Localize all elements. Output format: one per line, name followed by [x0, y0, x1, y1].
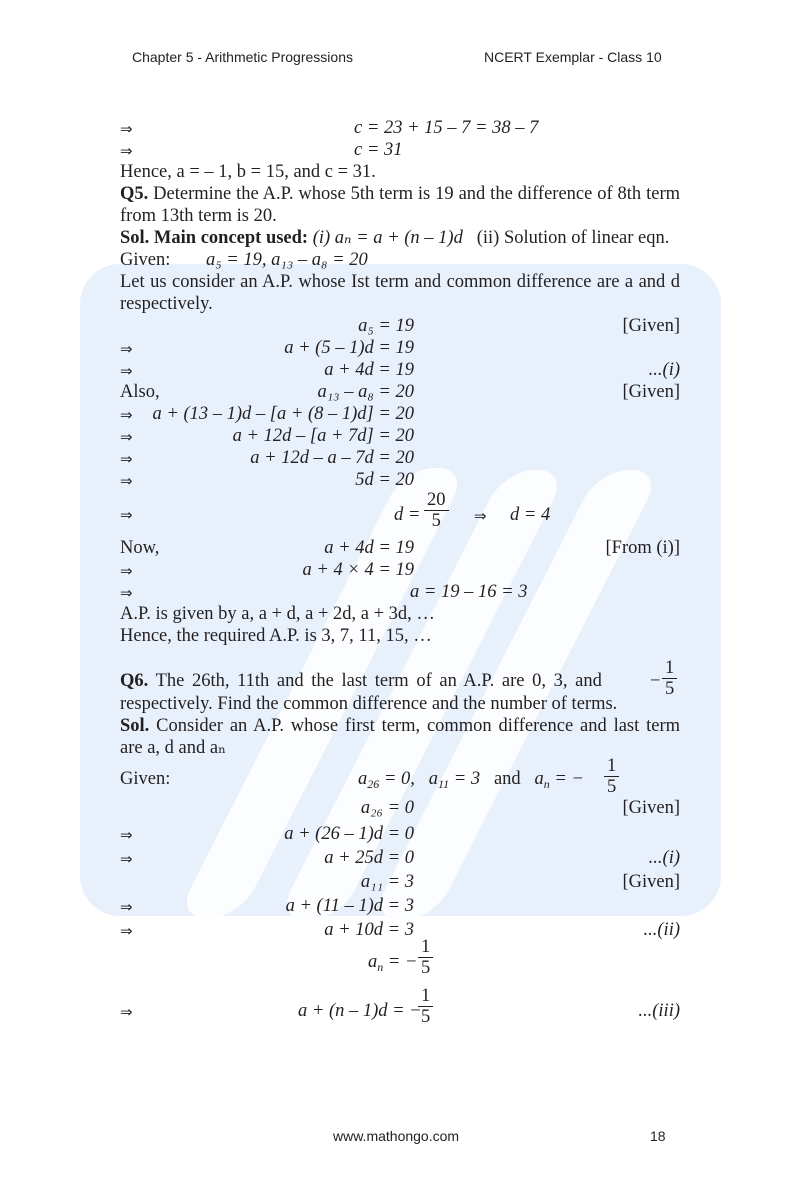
implies-icon: ⇒: [474, 507, 487, 525]
implies-icon: ⇒: [120, 922, 133, 940]
implies-icon: ⇒: [120, 506, 133, 524]
numerator: 1: [604, 756, 619, 777]
denominator: 5: [421, 958, 431, 978]
step-note: [From (i)]: [605, 538, 680, 558]
fraction: [424, 490, 449, 531]
math-step: [120, 381, 680, 403]
chapter-title: Chapter 5 - Arithmetic Progressions: [132, 49, 353, 65]
step-expr: $a_n$ = −: [368, 952, 418, 974]
step-expr: a₅ = 19: [358, 316, 414, 336]
numerator: 1: [662, 658, 677, 679]
implies-icon: ⇒: [120, 142, 133, 160]
implies-icon: ⇒: [120, 1003, 133, 1021]
math-step: [120, 537, 680, 559]
step-expr: a + 12d – [a + 7d] = 20: [232, 426, 414, 446]
result: d = 4: [510, 505, 551, 525]
variable-d: d =: [394, 505, 421, 525]
given-values: $a_{26} = 0$, $a_{11} = 3$ and $a_n$ = −: [358, 769, 585, 791]
step-expr: a + (11 – 1)d = 3: [285, 896, 414, 916]
given-line: [120, 249, 680, 271]
step-expr: a + (26 – 1)d = 0: [284, 824, 414, 844]
book-title: NCERT Exemplar - Class 10: [484, 49, 662, 65]
implies-icon: ⇒: [120, 850, 133, 868]
step-note: [Given]: [622, 316, 680, 336]
denominator: 5: [607, 777, 617, 797]
math-step-fraction: [120, 938, 680, 984]
implies-icon: ⇒: [120, 340, 133, 358]
step-expr: a₁₁ = 3: [360, 872, 414, 892]
step-expr: a + 12d – a – 7d = 20: [250, 448, 414, 468]
implies-icon: ⇒: [120, 898, 133, 916]
answer: Hence, the required A.P. is 3, 7, 11, 15, …: [120, 626, 432, 646]
step-expr: 5d = 20: [355, 470, 414, 490]
question-text: The 26th, 11th and the last term of an A.P. are 0, 3, and: [155, 671, 602, 691]
question-text-cont: respectively. Find the common difference and the number of terms.: [120, 694, 618, 714]
step-expr: a + 25d = 0: [324, 848, 414, 868]
fraction: [604, 756, 619, 797]
numerator: 1: [418, 937, 433, 958]
question-label: Q5.: [120, 184, 149, 204]
question-text: Determine the A.P. whose 5th term is 19 and the difference of 8th term from 13th term is 20.: [120, 184, 680, 226]
question-q5: [120, 183, 680, 227]
step-prefix: Now,: [120, 538, 160, 558]
step-note: ...(i): [648, 360, 680, 380]
intro-text: Let us consider an A.P. whose Ist term and common difference are a and d respectively.: [120, 272, 680, 314]
implies-icon: ⇒: [120, 584, 133, 602]
step-prefix: Also,: [120, 382, 160, 402]
question-label: Q6.: [120, 671, 149, 691]
step-expr: a + 4d = 19: [324, 538, 414, 558]
math-step-fraction: [120, 988, 680, 1034]
solution-concept: [120, 227, 680, 249]
step-expr: a + (5 – 1)d = 19: [284, 338, 414, 358]
step-expr: a + 10d = 3: [324, 920, 414, 940]
implies-icon: ⇒: [120, 450, 133, 468]
step-expr: a + 4d = 19: [324, 360, 414, 380]
denominator: 5: [665, 679, 675, 699]
step-expr: a + (13 – 1)d – [a + (8 – 1)d] = 20: [152, 404, 414, 424]
minus-sign: −: [650, 671, 661, 691]
step-note: ...(iii): [638, 1001, 680, 1021]
denominator: 5: [431, 511, 441, 531]
step-expr: a + 4 × 4 = 19: [302, 560, 414, 580]
implies-icon: ⇒: [120, 562, 133, 580]
implies-icon: ⇒: [120, 826, 133, 844]
math-step-fraction: [120, 492, 680, 536]
ap-form: A.P. is given by a, a + d, a + 2d, a + 3d, …: [120, 604, 435, 624]
given-label: Given:: [120, 769, 171, 789]
equation: c = 23 + 15 – 7 = 38 – 7: [354, 118, 539, 138]
implies-icon: ⇒: [120, 472, 133, 490]
step-note: [Given]: [622, 798, 680, 818]
denominator: 5: [421, 1007, 431, 1027]
conclusion: Hence, a = – 1, b = 15, and c = 31.: [120, 162, 376, 182]
solution-label: Sol.: [120, 716, 150, 736]
solution-intro: [120, 715, 680, 759]
page-number: 18: [650, 1128, 666, 1144]
step-expr: a + (n – 1)d = −: [298, 1001, 422, 1021]
step-note: [Given]: [622, 872, 680, 892]
concept-ii: (ii) Solution of linear eqn.: [476, 228, 670, 248]
concept-i: (i) aₙ = a + (n – 1)d: [312, 228, 463, 248]
numerator: 1: [418, 986, 433, 1007]
implies-icon: ⇒: [120, 428, 133, 446]
step-note: ...(i): [648, 848, 680, 868]
given-label: Given:: [120, 250, 171, 270]
step-expr: a₁₃ – a₈ = 20: [317, 382, 414, 402]
fraction: [418, 937, 433, 978]
step-expr: a₂₆ = 0: [360, 798, 414, 818]
solution-text: Consider an A.P. whose first term, common difference and last term are a, d and aₙ: [120, 716, 681, 758]
numerator: 20: [424, 490, 449, 511]
website-link[interactable]: www.mathongo.com: [333, 1128, 460, 1144]
given-values: a₅ = 19, a₁₃ – a₈ = 20: [206, 250, 368, 270]
step-note: ...(ii): [643, 920, 680, 940]
step-expr: a = 19 – 16 = 3: [410, 582, 528, 602]
equation: c = 31: [354, 140, 403, 160]
step-note: [Given]: [622, 382, 680, 402]
solution-label: Sol. Main concept used:: [120, 228, 309, 248]
implies-icon: ⇒: [120, 406, 133, 424]
implies-icon: ⇒: [120, 362, 133, 380]
fraction: [418, 986, 433, 1027]
implies-icon: ⇒: [120, 120, 133, 138]
